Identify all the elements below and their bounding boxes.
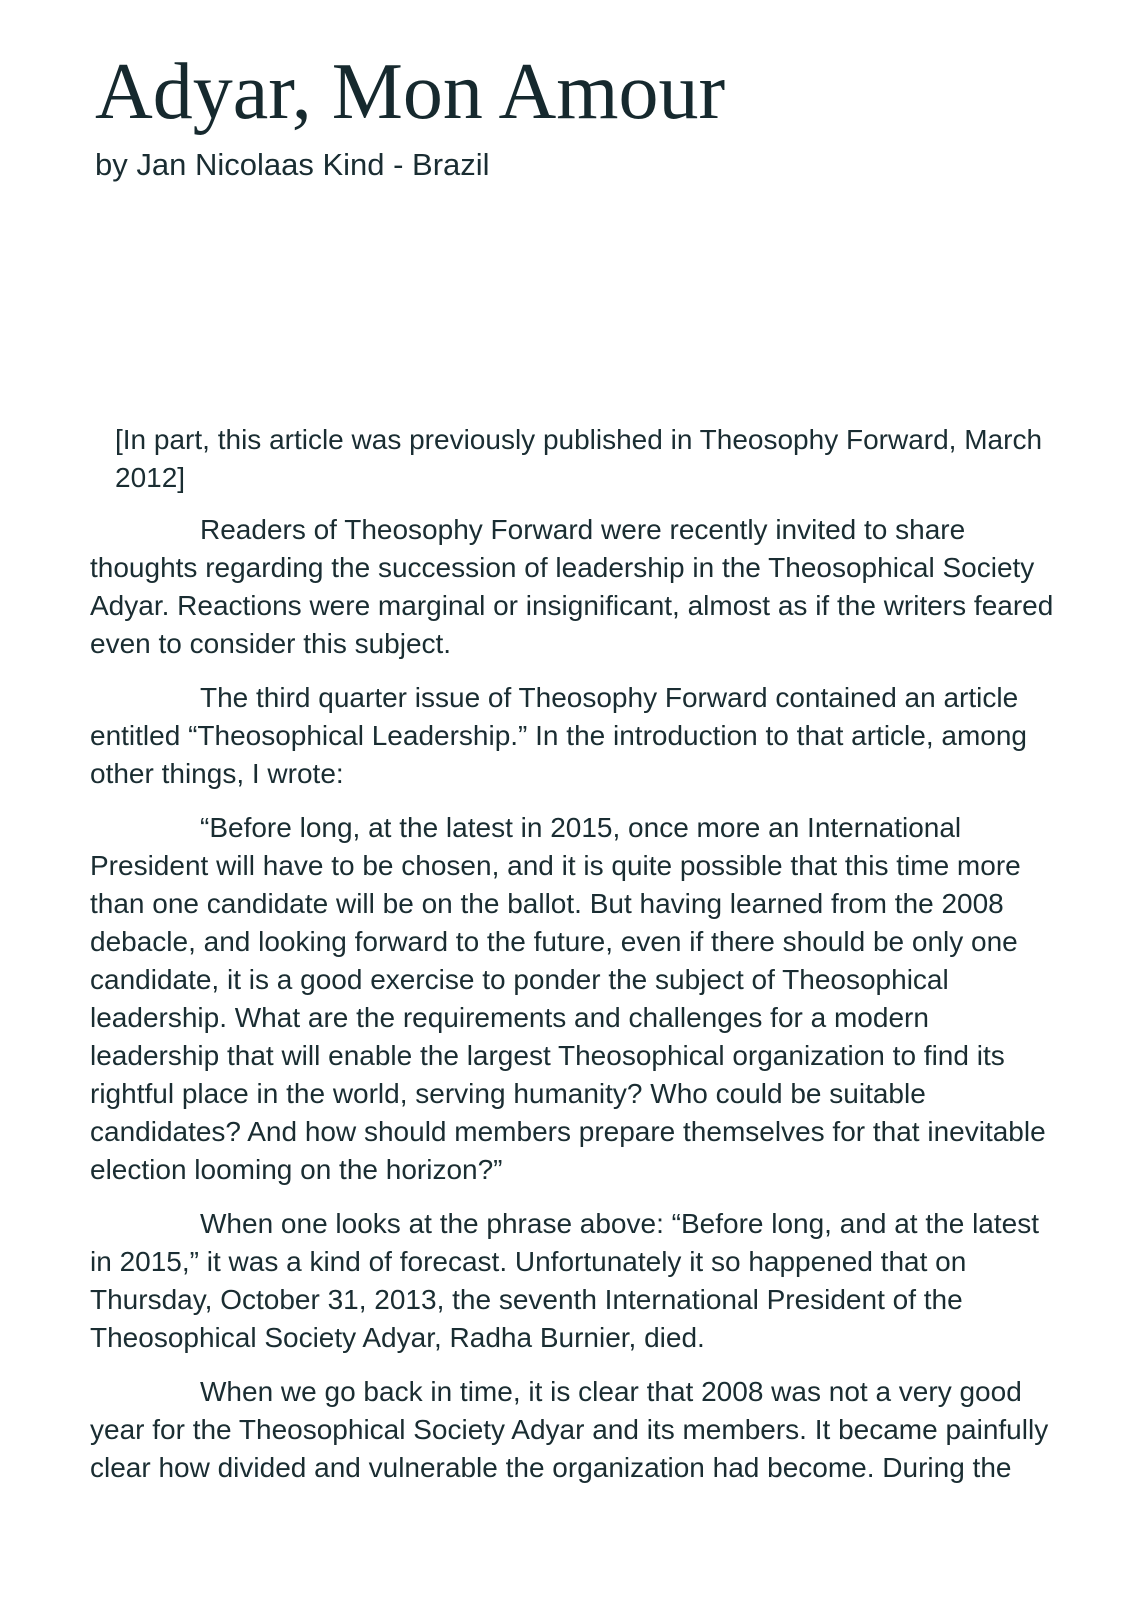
article-body [90,421,1055,1487]
publication-note: [In part, this article was previously published in Theosophy Forward, March 2012] [115,424,1043,494]
paragraph: The third quarter issue of Theosophy Forward contained an article entitled “Theosophical Leadership.” In the introduction to that article, among other things, I wrote: [90,682,1028,790]
paragraph: Readers of Theosophy Forward were recently invited to share thoughts regarding the succession of leadership in the Theosophical Society Adyar. Reactions were marginal or insignificant, almost as if the writers feared even to consider this subject. [90,514,1054,660]
paragraph: “Before long, at the latest in 2015, once more an International President will have to be chosen, and it is quite possible that this time more than one candidate will be on the ballot. But having learned from the 2008 debacle, and looking forward to the future, even if there should be only one candidate, it is a good exercise to ponder the subject of Theosophical leadership. What are the requirements and challenges for a modern leadership that will enable the largest Theosophical organization to find its rightful place in the world, serving humanity? Who could be suitable candidates? And how should members prepare themselves for that inevitable election looming on the horizon?” [90,812,1046,1186]
byline: by Jan Nicolaas Kind - Brazil [95,147,490,182]
paragraph: When one looks at the phrase above: “Before long, and at the latest in 2015,” it was a kind of forecast. Unfortunately it so happened that on Thursday, October 31, 2013, the seventh International President of the Theosophical Society Adyar, Radha Burnier, died. [90,1208,1039,1354]
page-title: Adyar, Mon Amour [95,48,726,136]
paragraph: When we go back in time, it is clear that 2008 was not a very good year for the Theosophical Society Adyar and its members. It became painfully clear how divided and vulnerable the organization had become. During the [90,1376,1049,1484]
